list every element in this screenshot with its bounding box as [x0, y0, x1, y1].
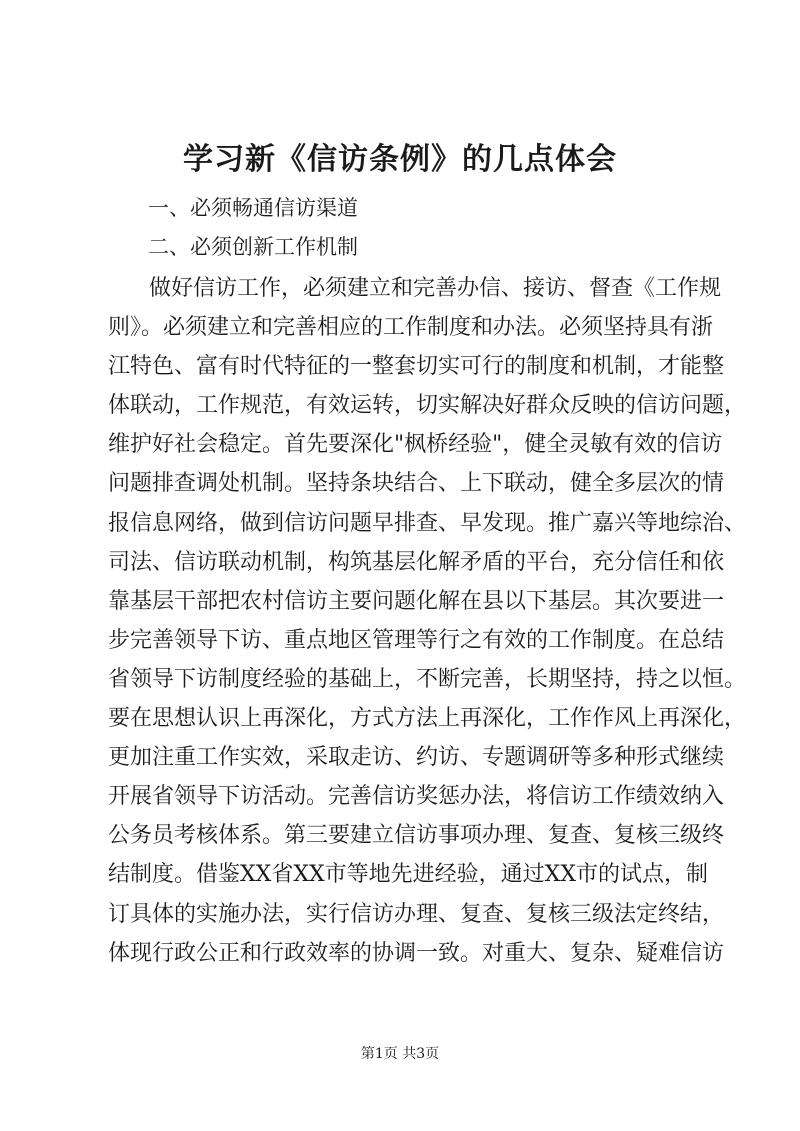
- paragraph-line: 司法、信访联动机制，构筑基层化解矛盾的平台，充分信任和依: [108, 549, 725, 575]
- paragraph-line: 靠基层干部把农村信访主要问题化解在县以下基层。其次要进一: [108, 588, 725, 614]
- page-title: 学习新《信访条例》的几点体会: [183, 142, 617, 177]
- page-footer: 第1页 共3页: [360, 1046, 440, 1062]
- paragraph-line: 维护好社会稳定。首先要深化"枫桥经验"，健全灵敏有效的信访: [108, 432, 723, 458]
- paragraph-line: 做好信访工作，必须建立和完善办信、接访、督查《工作规: [149, 276, 722, 301]
- paragraph-line: 步完善领导下访、重点地区管理等行之有效的工作制度。在总结: [108, 627, 725, 653]
- paragraph-line: 体现行政公正和行政效率的协调一致。对重大、复杂、疑难信访: [108, 940, 725, 966]
- paragraph-line: 江特色、富有时代特征的一整套切实可行的制度和机制，才能整: [108, 354, 725, 380]
- paragraph-line: 体联动，工作规范，有效运转，切实解决好群众反映的信访问题，: [108, 393, 747, 419]
- paragraph-line: 要在思想认识上再深化，方式方法上再深化，工作作风上再深化，: [108, 706, 747, 732]
- paragraph-line: 问题排查调处机制。坚持条块结合、上下联动，健全多层次的情: [108, 471, 725, 497]
- paragraph-line: 开展省领导下访活动。完善信访奖惩办法，将信访工作绩效纳入: [108, 784, 725, 810]
- paragraph-line: 公务员考核体系。第三要建立信访事项办理、复查、复核三级终: [108, 823, 725, 849]
- body-paragraph: [108, 269, 747, 973]
- paragraph-line: 订具体的实施办法，实行信访办理、复查、复核三级法定终结，: [108, 901, 725, 927]
- paragraph-line: 则》。必须建立和完善相应的工作制度和办法。必须坚持具有浙: [108, 315, 714, 341]
- paragraph-line: 结制度。借鉴XX省XX市等地先进经验，通过XX市的试点，制: [108, 862, 708, 888]
- section-heading-1: 一、必须畅通信访渠道: [148, 196, 358, 220]
- paragraph-line: 省领导下访制度经验的基础上，不断完善，长期坚持，持之以恒。: [108, 666, 747, 692]
- section-heading-2: 二、必须创新工作机制: [148, 235, 358, 259]
- paragraph-line: 报信息网络，做到信访问题早排查、早发现。推广嘉兴等地综治、: [108, 510, 747, 536]
- paragraph-line: 更加注重工作实效，采取走访、约访、专题调研等多种形式继续: [108, 745, 725, 771]
